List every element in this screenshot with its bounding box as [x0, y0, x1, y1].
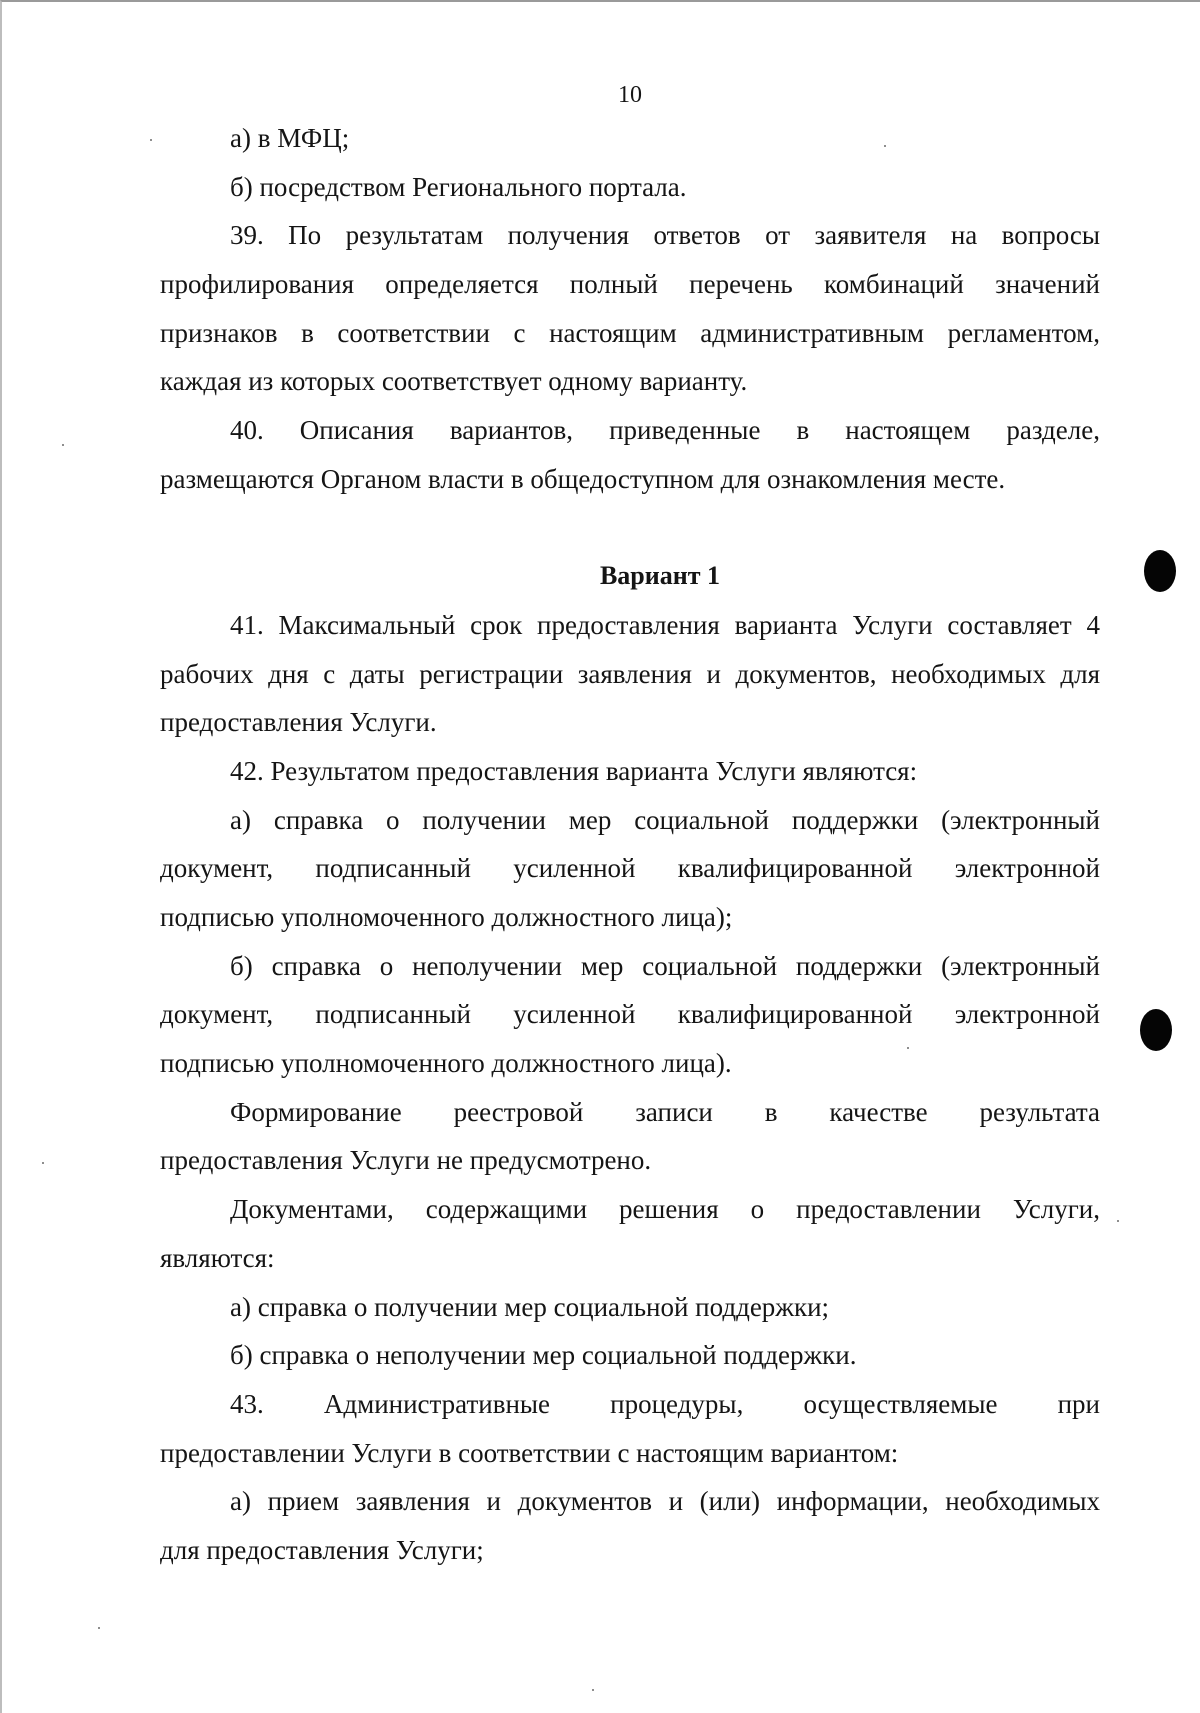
text-line: б) справка о неполучении мер социальной поддержки. [230, 1340, 857, 1371]
scan-speck [62, 444, 64, 446]
text-line: предоставлении Услуги в соответствии с настоящим вариантом: [160, 1437, 899, 1468]
text-line: профилирования определяется полный перечень комбинаций значений [160, 269, 1100, 300]
text-line: б) посредством Регионального портала. [230, 171, 687, 202]
text-block-after-heading [160, 601, 1100, 1575]
scan-speck [150, 139, 152, 141]
scan-speck [884, 145, 886, 147]
scan-speck [592, 1689, 594, 1691]
text-line: подписью уполномоченного должностного лица); [160, 902, 733, 932]
text-line: б) справка о неполучении мер социальной поддержки (электронный [230, 950, 1100, 981]
text-line: подписью уполномоченного должностного лица). [160, 1048, 732, 1079]
text-line: каждая из которых соответствует одному варианту. [160, 366, 748, 397]
blank-line [160, 504, 1100, 553]
text-line: 43. Административные процедуры, осуществляемые при [230, 1388, 1100, 1419]
scan-speck [42, 1162, 44, 1164]
text-line: Формирование реестровой записи в качестве результата [230, 1096, 1100, 1127]
text-line: а) в МФЦ; [230, 123, 350, 153]
text-line: а) справка о получении мер социальной поддержки; [230, 1291, 830, 1322]
punch-hole-mark [1144, 550, 1176, 592]
text-line: размещаются Органом власти в общедоступном для ознакомления месте. [160, 463, 1006, 494]
section-heading: Вариант 1 [599, 561, 721, 591]
text-line: предоставления Услуги. [160, 707, 437, 738]
text-line: 39. По результатам получения ответов от заявителя на вопросы [230, 220, 1100, 251]
text-line: для предоставления Услуги; [160, 1534, 484, 1565]
punch-hole-mark [1140, 1009, 1172, 1051]
document-body [160, 114, 1100, 1575]
text-line: признаков в соответствии с настоящим административным регламентом, [160, 317, 1100, 348]
scan-speck [98, 1627, 100, 1629]
text-line: являются: [160, 1242, 275, 1273]
text-block-before-heading [160, 114, 1100, 504]
page-number: 10 [618, 82, 642, 108]
scan-speck [1117, 1220, 1119, 1222]
text-line: 42. Результатом предоставления варианта Услуги являются: [230, 755, 918, 786]
text-line: документ, подписанный усиленной квалифицированной электронной [160, 999, 1100, 1030]
scan-speck [907, 1047, 909, 1049]
text-line: 41. Максимальный срок предоставления варианта Услуги составляет 4 [230, 609, 1100, 640]
text-line: Документами, содержащими решения о предоставлении Услуги, [230, 1194, 1100, 1225]
text-line: а) справка о получении мер социальной поддержки (электронный [230, 804, 1100, 835]
text-line: рабочих дня с даты регистрации заявления и документов, необходимых для [160, 658, 1100, 689]
text-line: а) прием заявления и документов и (или) информации, необходимых [230, 1486, 1100, 1517]
text-line: 40. Описания вариантов, приведенные в настоящем разделе, [230, 415, 1100, 446]
text-line: предоставления Услуги не предусмотрено. [160, 1145, 652, 1176]
text-line: документ, подписанный усиленной квалифицированной электронной [160, 853, 1100, 884]
